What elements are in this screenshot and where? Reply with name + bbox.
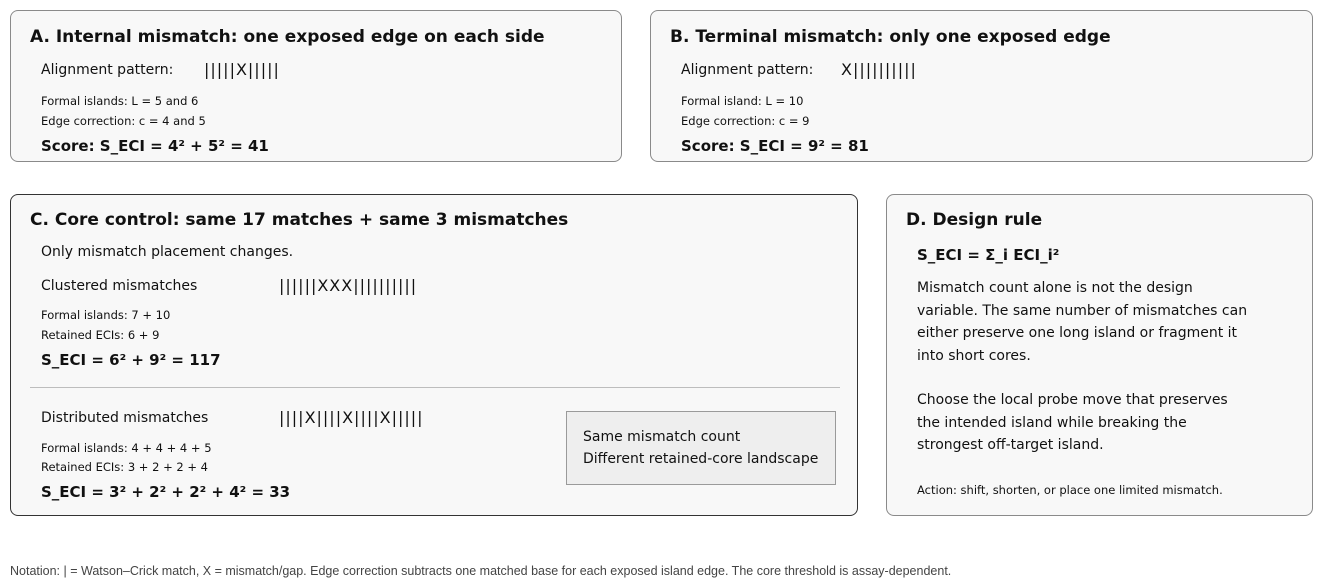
para2-line: strongest off-target island.: [917, 437, 1104, 453]
distributed-label: Distributed mismatches: [41, 410, 209, 426]
distributed-islands: Formal islands: 4 + 4 + 4 + 5: [41, 441, 212, 455]
panel-core-control: [10, 194, 858, 516]
panel-terminal-mismatch: [650, 10, 1313, 162]
notation-footnote: Notation: | = Watson–Crick match, X = mismatch/gap. Edge correction subtracts one matched base for each exposed island edge. The core threshold is assay-dependent.: [10, 564, 952, 578]
para1-line: Mismatch count alone is not the design: [917, 280, 1193, 296]
panel-a-islands: Formal islands: L = 5 and 6: [41, 94, 199, 108]
para1-line: into short cores.: [917, 347, 1031, 364]
clustered-pattern: ||||||XXX||||||||||: [279, 276, 418, 295]
panel-internal-mismatch: [10, 10, 622, 162]
panel-b-correction: Edge correction: c = 9: [681, 114, 810, 128]
design-paragraph-2: [917, 389, 1228, 457]
distributed-retained: Retained ECIs: 3 + 2 + 2 + 4: [41, 460, 208, 474]
para2-line: the intended island while breaking the: [917, 414, 1187, 431]
clustered-label: Clustered mismatches: [41, 278, 198, 294]
panel-d-title: D. Design rule: [906, 210, 1043, 230]
panel-b-islands: Formal island: L = 10: [681, 94, 804, 108]
panel-a-pattern: |||||X|||||: [204, 60, 280, 79]
para2-line: Choose the local probe move that preserves: [917, 392, 1228, 408]
clustered-retained: Retained ECIs: 6 + 9: [41, 328, 160, 342]
panel-c-intro: Only mismatch placement changes.: [41, 244, 294, 260]
panel-b-score: Score: S_ECI = 9² = 81: [681, 137, 869, 155]
panel-c-divider: [30, 387, 840, 388]
para1-line: either preserve one long island or fragment it: [917, 325, 1238, 341]
callout-line-1: Same mismatch count: [583, 429, 741, 445]
panel-a-pattern-label: Alignment pattern:: [41, 62, 174, 78]
distributed-score: S_ECI = 3² + 2² + 2² + 4² = 33: [41, 483, 291, 501]
panel-a-correction: Edge correction: c = 4 and 5: [41, 114, 206, 128]
clustered-score: S_ECI = 6² + 9² = 117: [41, 351, 221, 369]
panel-a-title: A. Internal mismatch: one exposed edge on each side: [30, 27, 545, 47]
para1-line: variable. The same number of mismatches can: [917, 302, 1248, 319]
design-formula: S_ECI = Σ_i ECI_i²: [917, 246, 1060, 264]
design-action: Action: shift, shorten, or place one limited mismatch.: [917, 483, 1223, 497]
panel-b-pattern-label: Alignment pattern:: [681, 62, 814, 78]
panel-b-pattern: X||||||||||: [841, 60, 917, 79]
panel-c-title: C. Core control: same 17 matches + same 3 mismatches: [30, 210, 569, 230]
callout-line-2: Different retained-core landscape: [583, 451, 819, 467]
panel-design-rule: [886, 194, 1313, 516]
panel-a-score: Score: S_ECI = 4² + 5² = 41: [41, 137, 269, 155]
clustered-islands: Formal islands: 7 + 10: [41, 308, 171, 322]
distributed-pattern: ||||X||||X||||X|||||: [279, 408, 424, 427]
design-paragraph-1: [917, 277, 1247, 367]
panel-b-title: B. Terminal mismatch: only one exposed edge: [670, 27, 1111, 47]
comparison-callout: [566, 411, 836, 485]
